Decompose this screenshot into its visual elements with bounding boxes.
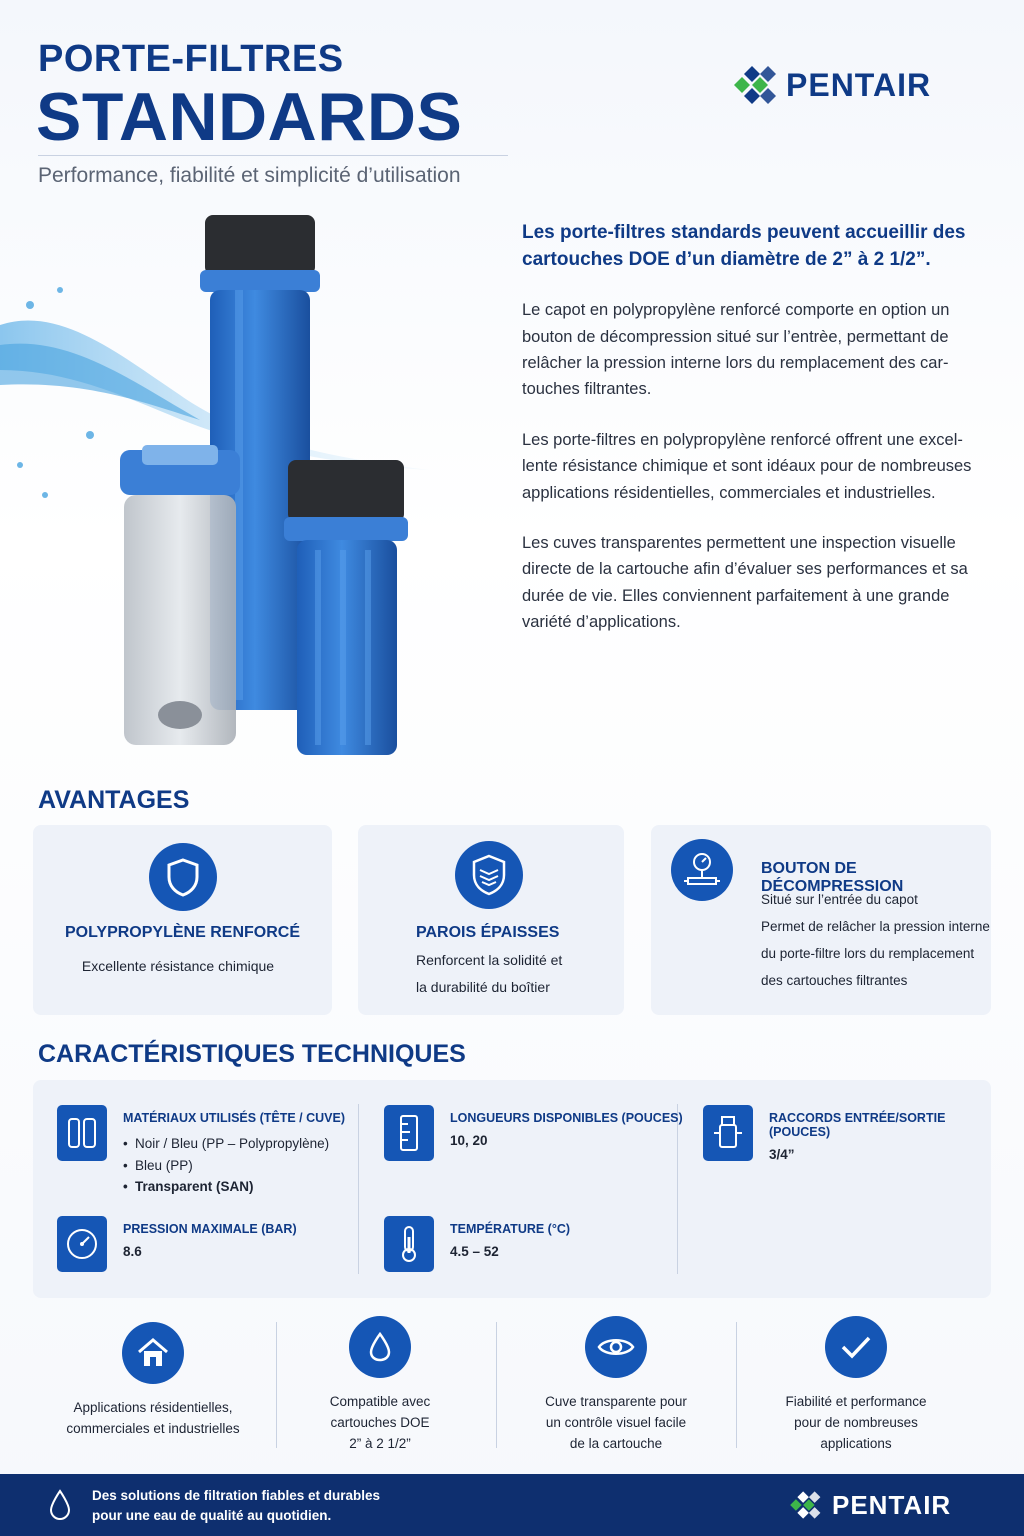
spec-label: RACCORDS ENTRÉE/SORTIE (POUCES) xyxy=(769,1111,946,1139)
feature-text xyxy=(330,1392,431,1455)
pentair-logo-icon xyxy=(734,60,778,110)
intro-paragraph: Les cuves transparentes permettent une inspection visuelle directe de la cartouche afin d’évaluer ses performances et sa durée de vie. Elles conviennent parfaitement à une grande variété d’applications. xyxy=(522,533,968,632)
feature-divider xyxy=(496,1322,497,1448)
pentair-logo xyxy=(788,1487,951,1523)
shield-icon xyxy=(149,843,217,911)
intro-text xyxy=(522,220,992,659)
pentair-logo xyxy=(734,60,931,110)
feature-text-line: Cuve transparente pour xyxy=(545,1394,687,1409)
specs-panel xyxy=(33,1080,991,1298)
feature-text-line: Applications résidentielles, xyxy=(73,1400,233,1415)
layered-shield-icon xyxy=(455,841,523,909)
feature-divider xyxy=(276,1322,277,1448)
advantage-card xyxy=(651,825,991,1015)
spec-label: TEMPÉRATURE (°C) xyxy=(450,1222,571,1236)
list-item: • Bleu (PP) xyxy=(123,1155,345,1177)
caracteristiques-heading: CARACTÉRISTIQUES TECHNIQUES xyxy=(38,1040,466,1068)
feature-text xyxy=(785,1392,926,1455)
feature-text-line: cartouches DOE xyxy=(330,1414,430,1430)
advantage-text-line: des cartouches filtrantes xyxy=(761,973,908,988)
feature-text-line: 2” à 2 1/2” xyxy=(349,1435,411,1451)
title-line-2: STANDARDS xyxy=(36,79,463,155)
pentair-logo-text: PENTAIR xyxy=(786,66,932,103)
advantage-card xyxy=(33,825,332,1015)
feature-text-line: un contrôle visuel facile xyxy=(545,1414,687,1430)
advantage-title: BOUTON DE DÉCOMPRESSION xyxy=(761,860,904,895)
pentair-logo-icon xyxy=(788,1487,824,1523)
advantage-text xyxy=(761,886,990,994)
spec-materiaux xyxy=(57,1105,345,1198)
list-item: • Transparent (SAN) xyxy=(123,1176,345,1198)
list-item: • Noir / Bleu (PP – Polypropylène) xyxy=(123,1133,345,1155)
spec-value: 8.6 xyxy=(123,1244,142,1259)
advantage-text: Excellente résistance chimique xyxy=(81,958,275,974)
spec-divider xyxy=(358,1104,359,1274)
checkmark-icon xyxy=(825,1316,887,1378)
advantage-text-line: Situé sur l’entrée du capot xyxy=(761,892,918,907)
advantage-text xyxy=(416,947,562,1000)
filter-housings-icon xyxy=(57,1105,107,1161)
advantage-text-line: du porte-filtre lors du remplacement xyxy=(761,946,975,961)
house-icon xyxy=(122,1322,184,1384)
advantage-text-line: Renforcent la solidité et xyxy=(416,952,563,968)
footer-tagline xyxy=(92,1486,380,1525)
feature-text-line: commerciales et industrielles xyxy=(66,1420,240,1436)
gauge-icon xyxy=(57,1216,107,1272)
feature-text-line: de la cartouche xyxy=(569,1435,663,1451)
advantage-title: POLYPROPYLÈNE RENFORCÉ xyxy=(64,924,300,941)
intro-paragraph: Les porte-filtres en polypropylène renforcé offrent une excel-lente résistance chimique et sont idéaux pour de nombreuses applications résidentielles, commerciales et industrielles. xyxy=(522,430,972,502)
spec-value: 4.5 – 52 xyxy=(450,1244,499,1259)
feature-text xyxy=(545,1392,687,1455)
ruler-icon xyxy=(384,1105,434,1161)
spec-raccords xyxy=(703,1105,991,1162)
eye-icon xyxy=(585,1316,647,1378)
spec-label: PRESSION MAXIMALE (BAR) xyxy=(123,1222,297,1236)
feature-item xyxy=(280,1316,480,1455)
feature-text-line: pour de nombreuses xyxy=(794,1414,918,1430)
feature-item xyxy=(500,1316,732,1455)
subtitle: Performance, fiabilité et simplicité d’utilisation xyxy=(38,164,461,187)
feature-text-line: Fiabilité et performance xyxy=(785,1394,927,1409)
avantages-heading: AVANTAGES xyxy=(38,786,190,814)
spec-label: LONGUEURS DISPONIBLES (POUCES) xyxy=(450,1111,683,1125)
spec-value: 3/4” xyxy=(769,1147,795,1162)
filter-housings-illustration xyxy=(0,195,510,770)
advantage-text-line: Permet de relâcher la pression interne xyxy=(761,919,990,934)
materials-list xyxy=(123,1133,345,1198)
pressure-valve-icon xyxy=(671,839,733,901)
advantage-title: PAROIS ÉPAISSES xyxy=(416,924,560,941)
spec-label: MATÉRIAUX UTILISÉS (TÊTE / CUVE) xyxy=(123,1111,345,1125)
spec-longueurs xyxy=(384,1105,683,1161)
feature-divider xyxy=(736,1322,737,1448)
advantage-text-line: la durabilité du boîtier xyxy=(416,978,550,995)
footer-tagline-line: pour une eau de qualité au quotidien. xyxy=(92,1507,332,1523)
advantage-card xyxy=(358,825,624,1015)
spec-temperature xyxy=(384,1216,570,1272)
thermometer-icon xyxy=(384,1216,434,1272)
footer-tagline-line: Des solutions de filtration fiables et durables xyxy=(92,1488,381,1503)
water-drop-icon xyxy=(48,1488,72,1522)
feature-text-line: applications xyxy=(820,1435,892,1451)
footer-bar xyxy=(0,1474,1024,1536)
title-line-1: PORTE-FILTRES xyxy=(38,38,344,80)
spec-value: 10, 20 xyxy=(450,1133,488,1148)
pipe-fitting-icon xyxy=(703,1105,753,1161)
intro-lead: Les porte-filtres standards peuvent accueillir des cartouches DOE d’un diamètre de 2” à 2 1/2”. xyxy=(522,222,966,270)
spec-pression xyxy=(57,1216,297,1272)
feature-text xyxy=(66,1398,239,1440)
title-divider xyxy=(38,155,508,156)
water-drop-icon xyxy=(349,1316,411,1378)
pentair-logo-text: PENTAIR xyxy=(832,1489,952,1520)
feature-item xyxy=(740,1316,972,1455)
feature-text-line: Compatible avec xyxy=(329,1394,431,1409)
intro-paragraph: Le capot en polypropylène renforcé comporte en option un bouton de décompression situé sur l’entrèe, permettant de relâcher la pression interne lors du remplacement des car-touches filtrantes. xyxy=(522,301,950,399)
feature-item xyxy=(33,1322,273,1440)
